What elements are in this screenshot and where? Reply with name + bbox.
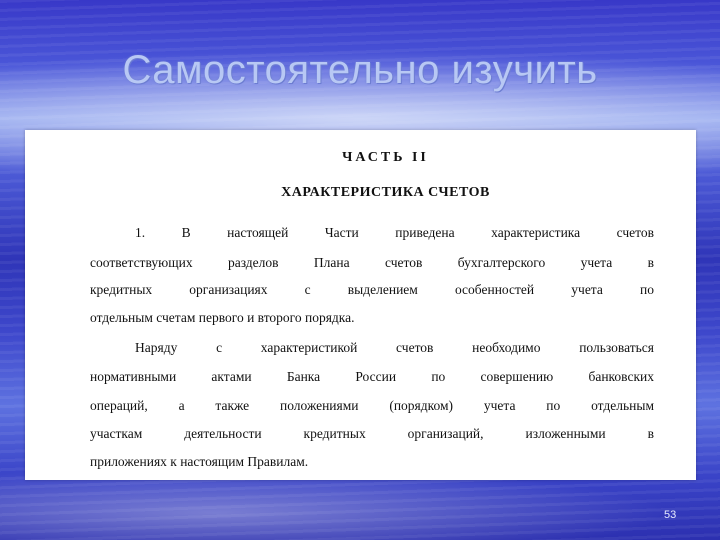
paragraph-line: отдельным счетам первого и второго порядка. bbox=[90, 310, 355, 325]
paragraph-line: соответствующих разделов Плана счетов бухгалтерского учета в bbox=[90, 255, 654, 270]
paragraph-line: 1. В настоящей Части приведена характеристика счетов bbox=[135, 225, 654, 240]
slide-title: Самостоятельно изучить bbox=[122, 48, 598, 92]
paragraph-line: операций, а также положениями (порядком) учета по отдельным bbox=[90, 398, 654, 413]
document-image bbox=[25, 130, 696, 480]
paragraph-line: Наряду с характеристикой счетов необходимо пользоваться bbox=[135, 340, 654, 355]
paragraph-line: кредитных организациях с выделением особенностей учета по bbox=[90, 282, 654, 297]
paragraph-line: нормативными актами Банка России по совершению банковских bbox=[90, 369, 654, 384]
section-heading: ХАРАКТЕРИСТИКА СЧЕТОВ bbox=[281, 185, 490, 200]
paragraph-line: приложениях к настоящим Правилам. bbox=[90, 454, 309, 469]
paragraph-line: участкам деятельности кредитных организаций, изложенными в bbox=[90, 426, 654, 441]
page-number: 53 bbox=[664, 509, 677, 521]
part-heading: ЧАСТЬ II bbox=[342, 150, 429, 165]
